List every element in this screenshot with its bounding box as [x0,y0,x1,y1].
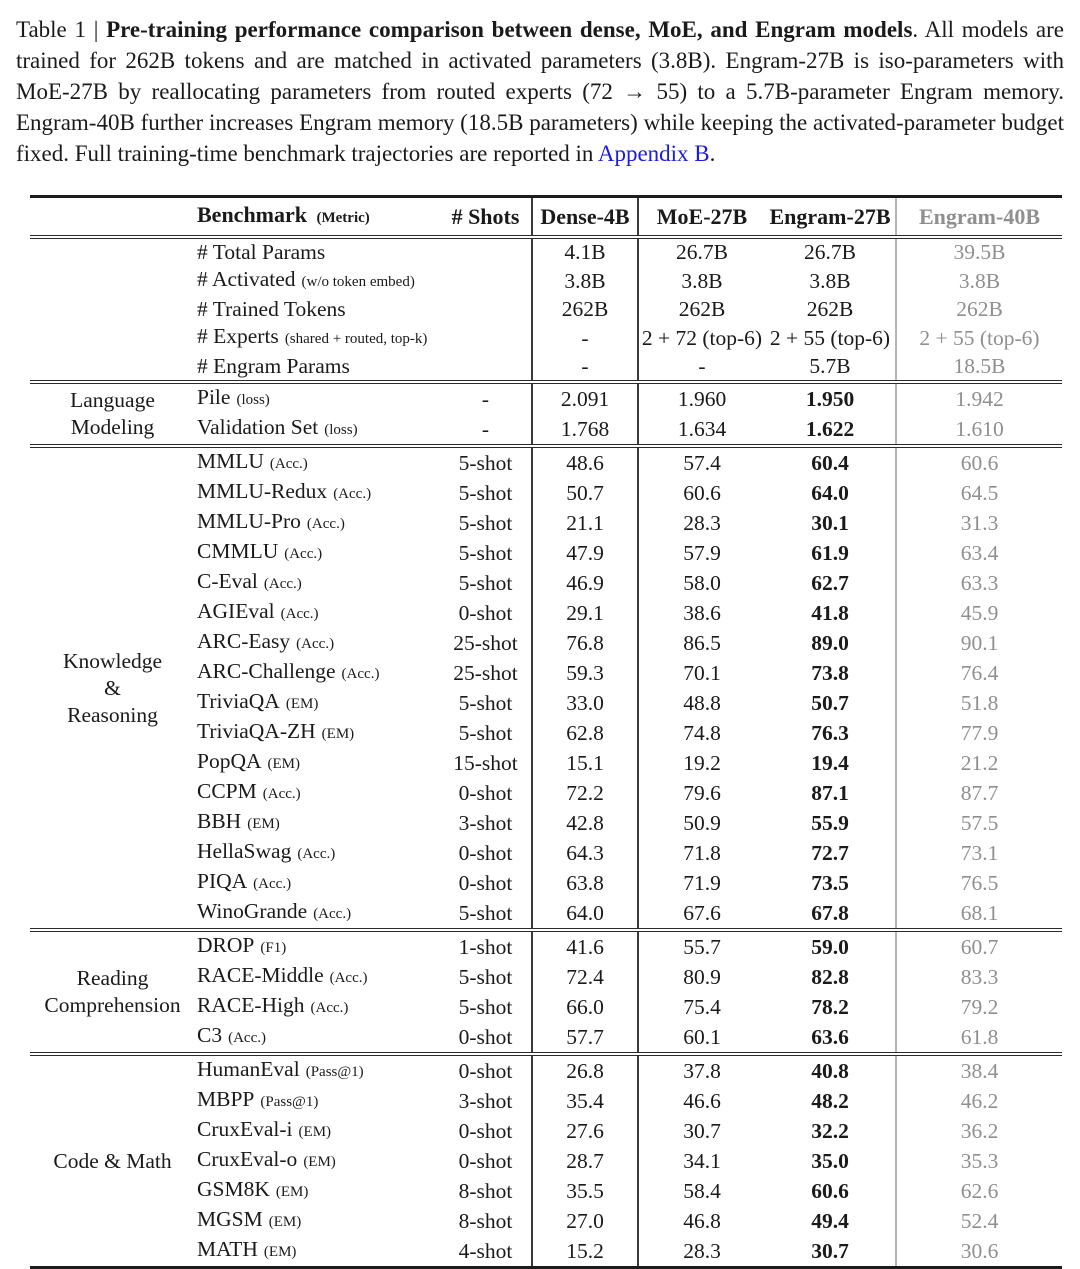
benchmark-cell [195,598,440,628]
value-engram-40b: 31.3 [896,508,1062,538]
value-engram-40b: 18.5B [896,353,1062,382]
value-dense-4b: 72.4 [532,962,638,992]
value-engram-27b: 50.7 [811,690,849,715]
value-moe-27b: 30.7 [638,1116,765,1146]
value-moe-27b: 19.2 [638,748,765,778]
benchmark-name: # Engram Params [197,354,350,378]
value-engram-27b: 72.7 [811,840,849,865]
value-engram-40b: 73.1 [896,838,1062,868]
benchmark-cell [195,1022,440,1054]
metric-label: (Acc.) [284,546,323,562]
value-engram-27b: 262B [806,297,854,321]
metric-label: (Pass@1) [260,1094,319,1110]
value-engram-40b: 36.2 [896,1116,1062,1146]
value-engram-27b: 78.2 [811,994,849,1019]
metric-label: (Acc.) [228,1030,266,1046]
value-engram-40b: 90.1 [896,628,1062,658]
shots-cell: 15-shot [453,750,518,775]
value-engram-40b: 39.5B [896,237,1062,266]
benchmark-name: C-Eval [197,569,258,593]
shots-cell: 5-shot [458,720,513,745]
value-engram-40b: 68.1 [896,898,1062,930]
benchmark-cell [195,628,440,658]
value-dense-4b: 26.8 [532,1054,638,1086]
value-engram-27b: 59.0 [765,930,896,962]
value-dense-4b: 15.1 [532,748,638,778]
value-moe-27b: 70.1 [638,658,765,688]
shots-cell [440,237,532,266]
value-dense-4b: 4.1B [532,237,638,266]
benchmark-name: MMLU-Pro [197,509,301,533]
value-engram-40b: 79.2 [896,992,1062,1022]
value-moe-27b: 75.4 [638,992,765,1022]
value-moe-27b: 1.960 [638,382,765,414]
benchmark-name: # Experts [197,324,279,348]
header-model-moe-27b: MoE-27B [638,197,765,238]
value-moe-27b: 46.6 [638,1086,765,1116]
table-caption [16,14,1064,169]
value-engram-27b: 55.9 [811,810,849,835]
benchmark-cell [195,718,440,748]
benchmark-cell [195,808,440,838]
header-model-engram-40b: Engram-40B [896,197,1062,238]
table-row [30,1054,1062,1086]
metric-label: (Acc.) [313,906,352,922]
value-dense-4b: 41.6 [532,930,638,962]
value-engram-40b: 2 + 55 (top-6) [896,323,1062,353]
value-moe-27b: - [638,353,765,382]
benchmark-cell [195,414,440,446]
value-dense-4b: - [532,353,638,382]
benchmark-name: Pile [197,385,231,409]
value-engram-27b: 2 + 55 (top-6) [769,325,891,350]
benchmark-cell [195,266,440,296]
value-engram-27b: 60.6 [811,1178,849,1203]
benchmark-cell [195,1054,440,1086]
benchmark-cell [195,930,440,962]
value-dense-4b: 47.9 [532,538,638,568]
value-dense-4b: 72.2 [532,778,638,808]
value-moe-27b: 80.9 [638,962,765,992]
value-dense-4b: - [532,323,638,353]
value-engram-40b: 35.3 [896,1146,1062,1176]
caption-label: Table 1 [16,17,86,42]
value-dense-4b: 27.0 [532,1206,638,1236]
value-engram-40b: 45.9 [896,598,1062,628]
metric-label: (Acc.) [263,576,302,592]
benchmark-cell [195,868,440,898]
value-dense-4b: 33.0 [532,688,638,718]
value-engram-27b: 35.0 [811,1148,849,1173]
benchmark-name: C3 [197,1023,223,1047]
metric-label: (EM) [321,726,355,742]
benchmark-cell [195,748,440,778]
shots-cell: 0-shot [458,840,513,865]
benchmark-cell [195,898,440,930]
benchmark-cell [195,838,440,868]
benchmark-name: TriviaQA [197,689,280,713]
shots-cell: - [440,382,532,414]
value-engram-40b: 21.2 [896,748,1062,778]
value-moe-27b: 28.3 [638,1236,765,1268]
value-engram-40b: 63.4 [896,538,1062,568]
value-engram-27b: 60.4 [765,446,896,478]
benchmark-cell [195,237,440,266]
value-moe-27b: 57.9 [638,538,765,568]
header-shots: # Shots [440,197,532,238]
value-engram-27b: 1.622 [805,416,855,441]
metric-label: (Acc.) [253,876,292,892]
value-moe-27b: 60.6 [638,478,765,508]
shots-cell: 8-shot [458,1178,513,1203]
value-engram-27b: 5.7B [809,354,851,378]
value-dense-4b: 62.8 [532,718,638,748]
value-engram-27b: 40.8 [765,1054,896,1086]
value-engram-40b: 61.8 [896,1022,1062,1054]
shots-cell: 5-shot [440,446,532,478]
value-engram-40b: 1.610 [896,414,1062,446]
value-engram-27b: 30.1 [811,510,849,535]
benchmark-cell [195,1236,440,1268]
benchmark-name: MATH [197,1237,258,1261]
benchmark-cell [195,538,440,568]
metric-label: (EM) [268,1214,302,1230]
value-dense-4b: 28.7 [532,1146,638,1176]
shots-cell [440,323,532,353]
group-label [30,237,195,382]
value-dense-4b: 76.8 [532,628,638,658]
value-engram-40b: 30.6 [896,1236,1062,1268]
metric-label: (Acc.) [280,606,319,622]
value-engram-40b: 57.5 [896,808,1062,838]
metric-label: (F1) [260,940,287,956]
value-moe-27b: 37.8 [638,1054,765,1086]
value-engram-27b: 3.8B [809,268,851,293]
shots-cell: 5-shot [458,690,513,715]
benchmark-cell [195,296,440,323]
value-dense-4b: 66.0 [532,992,638,1022]
group-label: Reading Comprehension [30,930,195,1054]
header-row [30,197,1062,238]
value-dense-4b: 42.8 [532,808,638,838]
metric-label: (EM) [267,756,301,772]
value-moe-27b: 28.3 [638,508,765,538]
value-dense-4b: 64.0 [532,898,638,930]
header-model-dense-4b: Dense-4B [532,197,638,238]
caption-body: . All models are trained for 262B tokens and are matched in activated parameters (3.8B). Engram-27B is iso-parameters with MoE-27B by reallocating parameters from routed experts (72 → 55) to a 5.7B-parameter Engram memory. Engram-40B further increases Engram memory (18.5B parameters) while keeping the activated-parameter budget fixed. Full training-time benchmark trajectories are reported in [16,17,1064,166]
benchmark-cell [195,568,440,598]
value-moe-27b: 71.8 [638,838,765,868]
benchmark-cell [195,353,440,382]
caption-divider: | [86,17,107,42]
value-engram-27b: 87.1 [811,780,849,805]
metric-label: (w/o token embed) [301,274,415,290]
value-engram-40b: 62.6 [896,1176,1062,1206]
shots-cell: 5-shot [458,570,513,595]
value-dense-4b: 48.6 [532,446,638,478]
value-engram-27b: 32.2 [811,1118,849,1143]
value-moe-27b: 60.1 [638,1022,765,1054]
value-moe-27b: 86.5 [638,628,765,658]
header-model-engram-27b: Engram-27B [765,197,896,238]
benchmark-cell [195,508,440,538]
benchmark-name: MBPP [197,1087,255,1111]
shots-cell: 5-shot [458,964,513,989]
value-moe-27b: 262B [638,296,765,323]
value-dense-4b: 27.6 [532,1116,638,1146]
value-moe-27b: 58.4 [638,1176,765,1206]
shots-cell: 0-shot [458,780,513,805]
value-moe-27b: 3.8B [638,266,765,296]
metric-label: (EM) [263,1244,297,1260]
value-engram-27b: 61.9 [811,540,849,565]
value-engram-27b: 73.5 [811,870,849,895]
value-moe-27b: 67.6 [638,898,765,930]
benchmark-name: CruxEval-i [197,1117,293,1141]
benchmark-name: MMLU [197,449,264,473]
benchmark-name: ARC-Easy [197,629,291,653]
value-moe-27b: 55.7 [638,930,765,962]
shots-cell: 3-shot [458,1088,513,1113]
metric-label: (Acc.) [297,846,336,862]
shots-cell: 0-shot [458,1148,513,1173]
value-engram-27b: 48.2 [811,1088,849,1113]
benchmark-name: MMLU-Redux [197,479,328,503]
value-moe-27b: 34.1 [638,1146,765,1176]
shots-cell: 5-shot [458,510,513,535]
value-moe-27b: 46.8 [638,1206,765,1236]
shots-cell: 0-shot [458,1024,513,1049]
shots-cell: 25-shot [453,630,518,655]
metric-label: (shared + routed, top-k) [284,331,428,347]
value-moe-27b: 2 + 72 (top-6) [638,323,765,353]
table-row [30,382,1062,414]
shots-cell: 1-shot [440,930,532,962]
value-dense-4b: 63.8 [532,868,638,898]
value-engram-40b: 262B [896,296,1062,323]
benchmark-cell [195,382,440,414]
shots-cell: 0-shot [458,870,513,895]
metric-label: (Acc.) [333,486,372,502]
shots-cell: 3-shot [458,810,513,835]
value-engram-27b: 82.8 [811,964,849,989]
benchmark-name: # Total Params [197,240,326,264]
value-engram-40b: 52.4 [896,1206,1062,1236]
value-dense-4b: 29.1 [532,598,638,628]
value-moe-27b: 50.9 [638,808,765,838]
value-dense-4b: 50.7 [532,478,638,508]
metric-label: (Acc.) [306,516,345,532]
benchmark-name: BBH [197,809,242,833]
benchmark-name: CCPM [197,779,257,803]
benchmark-cell [195,992,440,1022]
table-body [30,237,1062,1268]
benchmark-name: PIQA [197,869,248,893]
shots-cell: 0-shot [458,600,513,625]
value-engram-27b: 30.7 [811,1238,849,1263]
value-engram-27b: 63.6 [811,1024,849,1049]
table-row [30,930,1062,962]
benchmark-name: RACE-High [197,993,305,1017]
benchmark-cell [195,323,440,353]
metric-label: (EM) [247,816,280,832]
value-engram-40b: 1.942 [896,382,1062,414]
metric-label: (EM) [275,1184,309,1200]
value-engram-27b: 49.4 [811,1208,849,1233]
value-moe-27b: 58.0 [638,568,765,598]
value-engram-27b: 19.4 [811,750,849,775]
value-engram-27b: 62.7 [811,570,849,595]
value-engram-40b: 76.5 [896,868,1062,898]
value-engram-40b: 3.8B [896,266,1062,296]
value-engram-27b: 64.0 [811,480,849,505]
header-group-spacer [30,197,195,238]
metric-label: (Acc.) [329,970,368,986]
value-dense-4b: 262B [532,296,638,323]
metric-label: (Acc.) [262,786,301,802]
value-moe-27b: 71.9 [638,868,765,898]
metric-label: (EM) [298,1124,332,1140]
value-engram-40b: 60.7 [896,930,1062,962]
value-engram-27b: 89.0 [811,630,849,655]
table-row [30,237,1062,266]
metric-label: (Acc.) [296,636,335,652]
value-engram-40b: 87.7 [896,778,1062,808]
benchmark-name: ARC-Challenge [197,659,336,683]
benchmark-cell [195,962,440,992]
value-engram-40b: 77.9 [896,718,1062,748]
value-dense-4b: 3.8B [532,266,638,296]
value-engram-40b: 51.8 [896,688,1062,718]
value-moe-27b: 48.8 [638,688,765,718]
benchmark-name: HumanEval [197,1057,300,1081]
benchmark-cell [195,1146,440,1176]
value-engram-40b: 46.2 [896,1086,1062,1116]
value-engram-27b: 73.8 [811,660,849,685]
shots-cell [440,353,532,382]
value-dense-4b: 15.2 [532,1236,638,1268]
value-engram-27b: 41.8 [811,600,849,625]
benchmark-name: Validation Set [197,415,319,439]
shots-cell: 4-shot [458,1238,513,1263]
value-moe-27b: 74.8 [638,718,765,748]
value-engram-27b: 26.7B [804,240,856,264]
benchmark-cell [195,446,440,478]
value-dense-4b: 35.4 [532,1086,638,1116]
metric-label: (Pass@1) [305,1064,364,1080]
shots-cell: 5-shot [458,900,513,925]
header-metric-label: (Metric) [316,210,370,226]
shots-cell: 0-shot [458,1118,513,1143]
value-moe-27b: 38.6 [638,598,765,628]
benchmark-name: TriviaQA-ZH [197,719,316,743]
benchmark-name: # Trained Tokens [197,297,346,321]
benchmark-cell [195,1176,440,1206]
shots-cell: 5-shot [458,540,513,565]
value-engram-40b: 38.4 [896,1054,1062,1086]
value-dense-4b: 35.5 [532,1176,638,1206]
metric-label: (EM) [285,696,319,712]
metric-label: (Acc.) [341,666,380,682]
value-dense-4b: 21.1 [532,508,638,538]
benchmark-name: GSM8K [197,1177,270,1201]
benchmark-name: DROP [197,933,255,957]
value-dense-4b: 46.9 [532,568,638,598]
results-table [30,195,1062,1269]
benchmark-cell [195,688,440,718]
value-moe-27b: 79.6 [638,778,765,808]
value-dense-4b: 64.3 [532,838,638,868]
benchmark-cell [195,658,440,688]
benchmark-cell [195,478,440,508]
header-benchmark-label: Benchmark [197,202,307,227]
metric-label: (EM) [303,1154,336,1170]
value-moe-27b: 1.634 [638,414,765,446]
benchmark-cell [195,1206,440,1236]
shots-cell: - [481,416,490,441]
group-label: Knowledge & Reasoning [30,446,195,930]
benchmark-name: PopQA [197,749,262,773]
value-engram-40b: 76.4 [896,658,1062,688]
benchmark-name: HellaSwag [197,839,292,863]
shots-cell: 0-shot [440,1054,532,1086]
shots-cell: 5-shot [458,480,513,505]
shots-cell: 25-shot [453,660,518,685]
header-benchmark [195,197,440,238]
value-engram-40b: 60.6 [896,446,1062,478]
benchmark-name: WinoGrande [197,899,308,923]
group-label: Language Modeling [30,382,195,446]
benchmark-cell [195,1116,440,1146]
benchmark-cell [195,1086,440,1116]
value-dense-4b: 59.3 [532,658,638,688]
value-engram-40b: 64.5 [896,478,1062,508]
value-engram-27b: 67.8 [811,900,849,925]
benchmark-name: # Activated [197,267,296,291]
benchmark-name: AGIEval [197,599,275,623]
value-dense-4b: 2.091 [532,382,638,414]
shots-cell [440,266,532,296]
value-engram-27b: 76.3 [811,720,849,745]
benchmark-name: MGSM [197,1207,263,1231]
value-dense-4b: 1.768 [532,414,638,446]
value-engram-27b: 1.950 [765,382,896,414]
benchmark-cell [195,778,440,808]
appendix-link[interactable]: Appendix B [597,141,710,166]
shots-cell [440,296,532,323]
metric-label: (Acc.) [269,456,308,472]
table-row [30,446,1062,478]
benchmark-name: CruxEval-o [197,1147,298,1171]
caption-title: Pre-training performance comparison between dense, MoE, and Engram models [106,17,913,42]
shots-cell: 5-shot [458,994,513,1019]
metric-label: (loss) [236,392,270,408]
value-engram-40b: 83.3 [896,962,1062,992]
metric-label: (loss) [324,422,358,438]
value-moe-27b: 57.4 [638,446,765,478]
shots-cell: 8-shot [458,1208,513,1233]
value-moe-27b: 26.7B [638,237,765,266]
metric-label: (Acc.) [310,1000,349,1016]
caption-period: . [709,141,716,166]
group-label: Code & Math [30,1054,195,1268]
benchmark-name: CMMLU [197,539,279,563]
value-dense-4b: 57.7 [532,1022,638,1054]
value-engram-40b: 63.3 [896,568,1062,598]
benchmark-name: RACE-Middle [197,963,324,987]
